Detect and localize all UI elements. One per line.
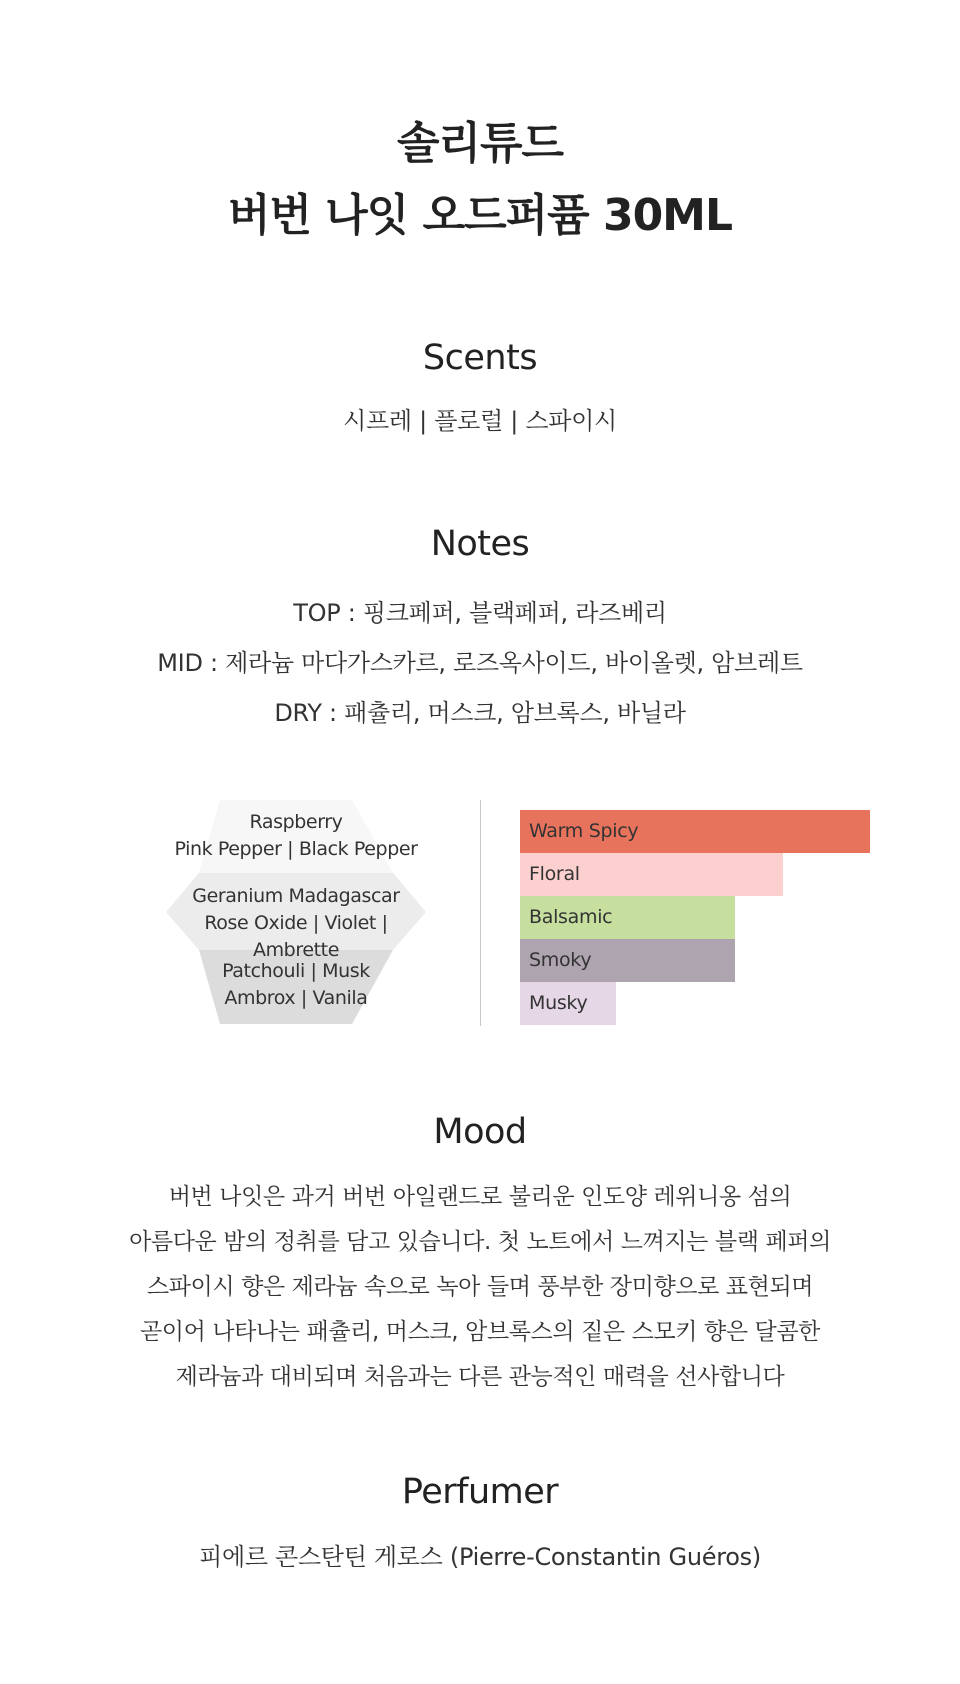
pyramid-dry-line1: Patchouli | Musk bbox=[222, 960, 370, 982]
pyramid-mid-line2: Rose Oxide | Violet | Ambrette bbox=[204, 912, 388, 961]
mood-description bbox=[0, 1175, 960, 1400]
mood-heading: Mood bbox=[433, 1112, 527, 1152]
notes-list bbox=[0, 588, 960, 738]
accord-bar-musky: Musky bbox=[520, 982, 616, 1025]
scents-text: 시프레 | 플로럴 | 스파이시 bbox=[343, 407, 617, 435]
brand-name: 솔리튜드 bbox=[396, 118, 563, 169]
notes-heading: Notes bbox=[430, 524, 530, 564]
pyramid-mid-text bbox=[162, 883, 430, 964]
note-top: TOP : 핑크페퍼, 블랙페퍼, 라즈베리 bbox=[293, 599, 667, 627]
mood-line: 제라늄과 대비되며 처음과는 다른 관능적인 매력을 선사합니다 bbox=[175, 1364, 785, 1390]
pyramid-dry-line2: Ambrox | Vanila bbox=[224, 987, 368, 1009]
accord-bars bbox=[520, 810, 870, 1025]
note-dry: DRY : 패츌리, 머스크, 암브록스, 바닐라 bbox=[274, 699, 686, 727]
pyramid-mid-line1: Geranium Madagascar bbox=[192, 885, 400, 907]
scents-heading: Scents bbox=[422, 338, 538, 378]
note-pyramid bbox=[162, 800, 430, 1024]
accord-bar-smoky: Smoky bbox=[520, 939, 735, 982]
mood-line: 곧이어 나타나는 패츌리, 머스크, 암브록스의 짙은 스모키 향은 달콤한 bbox=[139, 1319, 820, 1345]
mood-line: 아름다운 밤의 정취를 담고 있습니다. 첫 노트에서 느껴지는 블랙 페퍼의 bbox=[129, 1229, 831, 1255]
note-mid: MID : 제라늄 마다가스카르, 로즈옥사이드, 바이올렛, 암브레트 bbox=[157, 649, 803, 677]
mood-line: 스파이시 향은 제라늄 속으로 녹아 들며 풍부한 장미향으로 표현되며 bbox=[146, 1274, 814, 1300]
perfumer-name: 피에르 콘스탄틴 게로스 (Pierre-Constantin Guéros) bbox=[199, 1543, 761, 1571]
pyramid-dry-text bbox=[162, 958, 430, 1012]
accord-bar-floral: Floral bbox=[520, 853, 783, 896]
vertical-divider bbox=[480, 800, 481, 1026]
pyramid-top-line2: Pink Pepper | Black Pepper bbox=[174, 838, 418, 860]
perfumer-heading: Perfumer bbox=[401, 1472, 559, 1512]
pyramid-top-text bbox=[162, 809, 430, 863]
pyramid-top-line1: Raspberry bbox=[249, 811, 343, 833]
mood-line: 버번 나잇은 과거 버번 아일랜드로 불리운 인도양 레위니옹 섬의 bbox=[168, 1184, 792, 1210]
product-name: 버번 나잇 오드퍼퓸 30ML bbox=[227, 190, 733, 241]
accord-bar-balsamic: Balsamic bbox=[520, 896, 735, 939]
accord-bar-warm-spicy: Warm Spicy bbox=[520, 810, 870, 853]
product-title bbox=[0, 108, 960, 252]
